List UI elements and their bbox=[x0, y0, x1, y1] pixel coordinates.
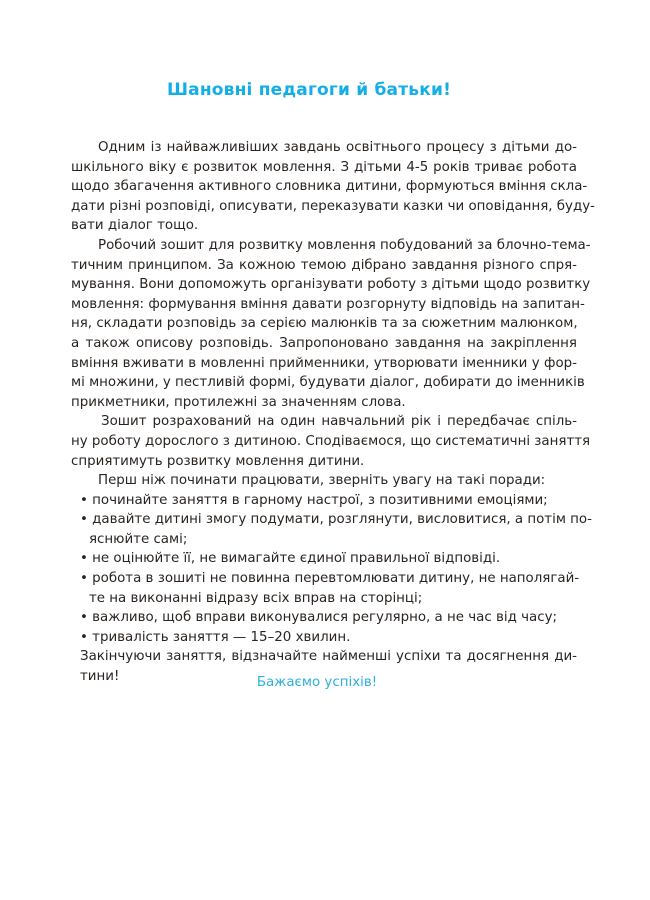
list-item: • давайте дитині змогу подумати, розглянути, висловитися, а потім по- bbox=[80, 512, 592, 528]
list-item: • тривалість заняття — 15–20 хвилин. bbox=[80, 629, 351, 645]
text-line: ня, складати розповідь за серією малюнків та за сюжетним малюнком, bbox=[71, 316, 578, 332]
text-line: Одним із найважливіших завдань освітнього процесу з дітьми до- bbox=[98, 140, 577, 155]
list-item: • важливо, щоб вправи виконувалися регулярно, а не час від часу; bbox=[80, 610, 558, 626]
text-line: прикметники, протилежні за значенням слова. bbox=[71, 394, 406, 410]
body-text bbox=[71, 138, 595, 687]
text-line: сприятимуть розвитку мовлення дитини. bbox=[71, 453, 365, 469]
list-item: • робота в зошиті не повинна перевтомлювати дитину, не наполягай- bbox=[80, 571, 580, 587]
text-line: щодо збагачення активного словника дитини, формуються вміння скла- bbox=[71, 179, 588, 195]
text-line: Закінчуючи заняття, відзначайте найменші успіхи та досягнення ди- bbox=[80, 649, 577, 665]
paragraph-duration bbox=[71, 412, 591, 471]
text-line: мування. Вони допоможуть організувати роботу з дітьми щодо розвитку bbox=[71, 277, 591, 293]
list-item-continuation: те на виконанні відразу всіх вправ на сторінці; bbox=[89, 590, 423, 606]
text-line: ну роботу дорослого з дитиною. Сподіваємося, що систематичні заняття bbox=[71, 433, 591, 449]
text-line: вати діалог тощо. bbox=[71, 218, 199, 234]
text-line: мі множини, у пестливій формі, будувати діалог, добирати до іменників bbox=[71, 375, 585, 391]
text-line: дати різні розповіді, описувати, переказувати казки чи оповідання, буду- bbox=[71, 198, 595, 214]
paragraph-workbook bbox=[71, 236, 591, 412]
list-item: • не оцінюйте її, не вимагайте єдиної правильної відповіді. bbox=[80, 551, 501, 567]
paragraph-intro bbox=[71, 138, 595, 236]
list-item: • починайте заняття в гарному настрої, з позитивними емоціями; bbox=[80, 492, 548, 508]
text-line: вміння вживати в мовленні прийменники, утворювати іменники у фор- bbox=[71, 355, 577, 371]
text-line: мовлення: формування вміння давати розгорнуту відповідь на запитан- bbox=[71, 296, 585, 312]
text-line: Перш ніж починати працювати, зверніть увагу на такі поради: bbox=[98, 473, 546, 489]
text-line: тичним принципом. За кожною темою дібрано завдання різного спря- bbox=[71, 257, 577, 273]
list-item-continuation: яснюйте самі; bbox=[89, 531, 188, 547]
text-line: а також описову розповідь. Запропоновано завдання на закріплення bbox=[71, 335, 577, 351]
text-line: тини! bbox=[80, 669, 120, 685]
text-line: шкільного віку є розвиток мовлення. З дітьми 4-5 років триває робота bbox=[71, 159, 577, 175]
tips-list bbox=[71, 491, 592, 648]
text-line: Робочий зошит для розвитку мовлення побудований за блочно-тема- bbox=[98, 237, 591, 253]
page-title: Шановні педагоги й батьки! bbox=[166, 80, 452, 100]
paragraph-tips-intro bbox=[71, 471, 577, 491]
closing-wish: Бажаємо успіхів! bbox=[256, 675, 378, 690]
text-line: Зошит розрахований на один навчальний рік і передбачає спіль- bbox=[101, 414, 577, 430]
